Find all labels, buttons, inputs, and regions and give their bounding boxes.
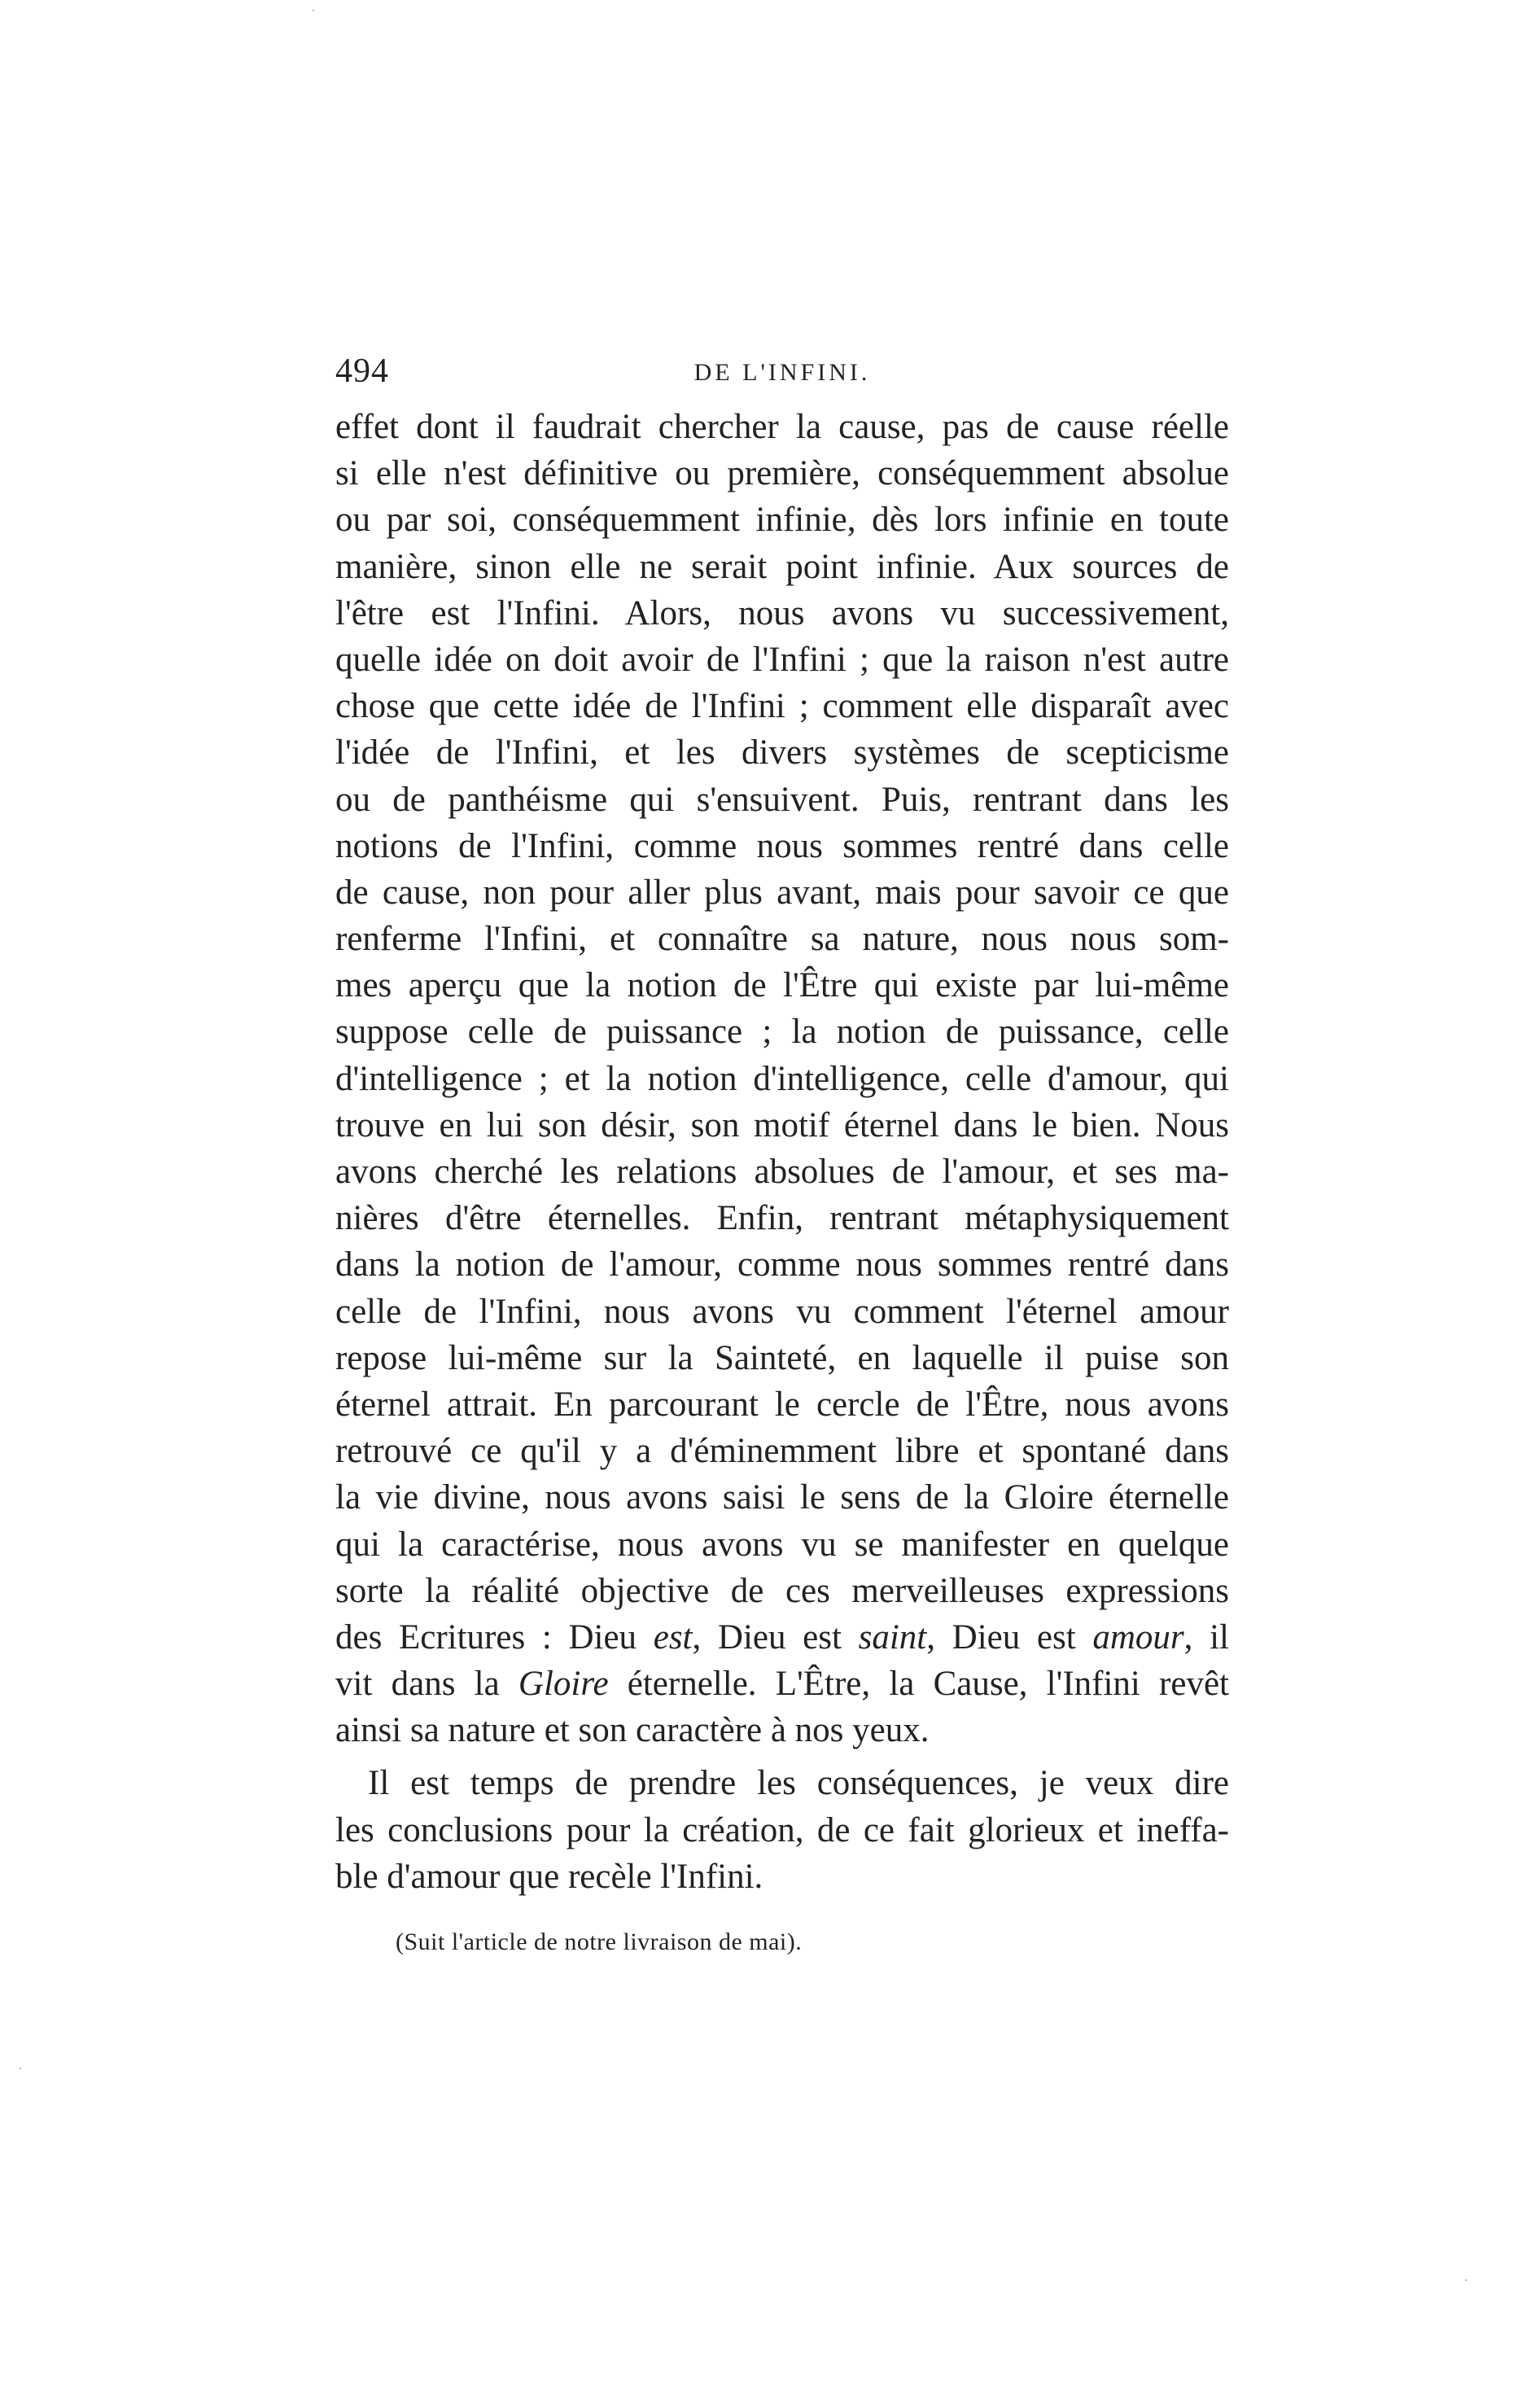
text-line: dans la notion de l'amour, comme nous sommes rentré dans xyxy=(335,1245,1229,1285)
text-line: notions de l'Infini, comme nous sommes rentré dans celle xyxy=(335,826,1229,865)
text-line: manière, sinon elle ne serait point infinie. Aux sources de xyxy=(335,547,1229,586)
paper-speck xyxy=(1465,2279,1467,2281)
text-line: ou par soi, conséquemment infinie, dès lors infinie en toute xyxy=(335,501,1229,540)
italic-word: Gloire xyxy=(518,1665,609,1704)
text-line: mes aperçu que la notion de l'Être qui existe par lui-même xyxy=(335,966,1229,1005)
text-line: repose lui-même sur la Sainteté, en laquelle il puise son xyxy=(335,1338,1229,1377)
text-line: l'idée de l'Infini, et les divers systèmes de scepticisme xyxy=(335,733,1229,773)
text-line: celle de l'Infini, nous avons vu comment l'éternel amour xyxy=(335,1292,1229,1331)
text-line: de cause, non pour aller plus avant, mais pour savoir ce que xyxy=(335,873,1229,912)
text-line: quelle idée on doit avoir de l'Infini ; que la raison n'est autre xyxy=(335,640,1229,679)
text-line: nières d'être éternelles. Enfin, rentrant métaphysiquement xyxy=(335,1199,1229,1238)
text-line: avons cherché les relations absolues de l'amour, et ses ma- xyxy=(335,1153,1229,1191)
paragraph xyxy=(335,404,1229,1753)
text-line: suppose celle de puissance ; la notion de puissance, celle xyxy=(335,1013,1229,1052)
text-line: trouve en lui son désir, son motif éternel dans le bien. Nous xyxy=(335,1105,1229,1145)
italic-word: amour xyxy=(1092,1617,1184,1657)
text-line: la vie divine, nous avons saisi le sens de la Gloire éternelle xyxy=(335,1478,1229,1517)
page-number: 494 xyxy=(335,352,389,390)
paper-speck xyxy=(20,2068,21,2069)
text-line: retrouvé ce qu'il y a d'éminemment libre et spontané dans xyxy=(335,1432,1229,1471)
paragraph xyxy=(335,1760,1229,1900)
text-line: Il est temps de prendre les conséquences, je veux dire xyxy=(368,1764,1229,1803)
text-line: qui la caractérise, nous avons vu se manifester en quelque xyxy=(335,1525,1229,1564)
paragraph-gap xyxy=(335,1753,1229,1760)
text-line: vit dans la Gloire éternelle. L'Être, la Cause, l'Infini revêt xyxy=(335,1665,1229,1704)
text-line: éternel attrait. En parcourant le cercle de l'Être, nous avons xyxy=(335,1385,1229,1424)
text-line: ble d'amour que recèle l'Infini. xyxy=(335,1857,763,1896)
text-line: chose que cette idée de l'Infini ; comment elle disparaît avec xyxy=(335,687,1229,726)
text-line: sorte la réalité objective de ces merveilleuses expressions xyxy=(335,1571,1229,1610)
running-title: DE L'INFINI. xyxy=(693,359,871,386)
text-line: si elle n'est définitive ou première, conséquemment absolue xyxy=(335,454,1229,493)
paper-speck xyxy=(313,10,314,11)
body-text xyxy=(335,404,1229,1900)
text-line: ou de panthéisme qui s'ensuivent. Puis, rentrant dans les xyxy=(335,780,1229,819)
text-line: renferme l'Infini, et connaître sa nature, nous nous som- xyxy=(335,920,1229,959)
italic-word: est xyxy=(653,1617,693,1657)
text-line: l'être est l'Infini. Alors, nous avons vu successivement, xyxy=(335,593,1229,632)
text-line: les conclusions pour la création, de ce fait glorieux et ineffa- xyxy=(335,1810,1229,1849)
text-line: effet dont il faudrait chercher la cause, pas de cause réelle xyxy=(335,408,1229,446)
running-head xyxy=(335,347,1229,396)
text-line: d'intelligence ; et la notion d'intelligence, celle d'amour, qui xyxy=(335,1059,1229,1098)
text-line: ainsi sa nature et son caractère à nos yeux. xyxy=(335,1711,930,1750)
continuation-note: (Suit l'article de notre livraison de mai). xyxy=(396,1928,803,1955)
text-line: des Ecritures : Dieu est, Dieu est saint, Dieu est amour, il xyxy=(335,1617,1229,1657)
italic-word: saint xyxy=(858,1617,927,1657)
